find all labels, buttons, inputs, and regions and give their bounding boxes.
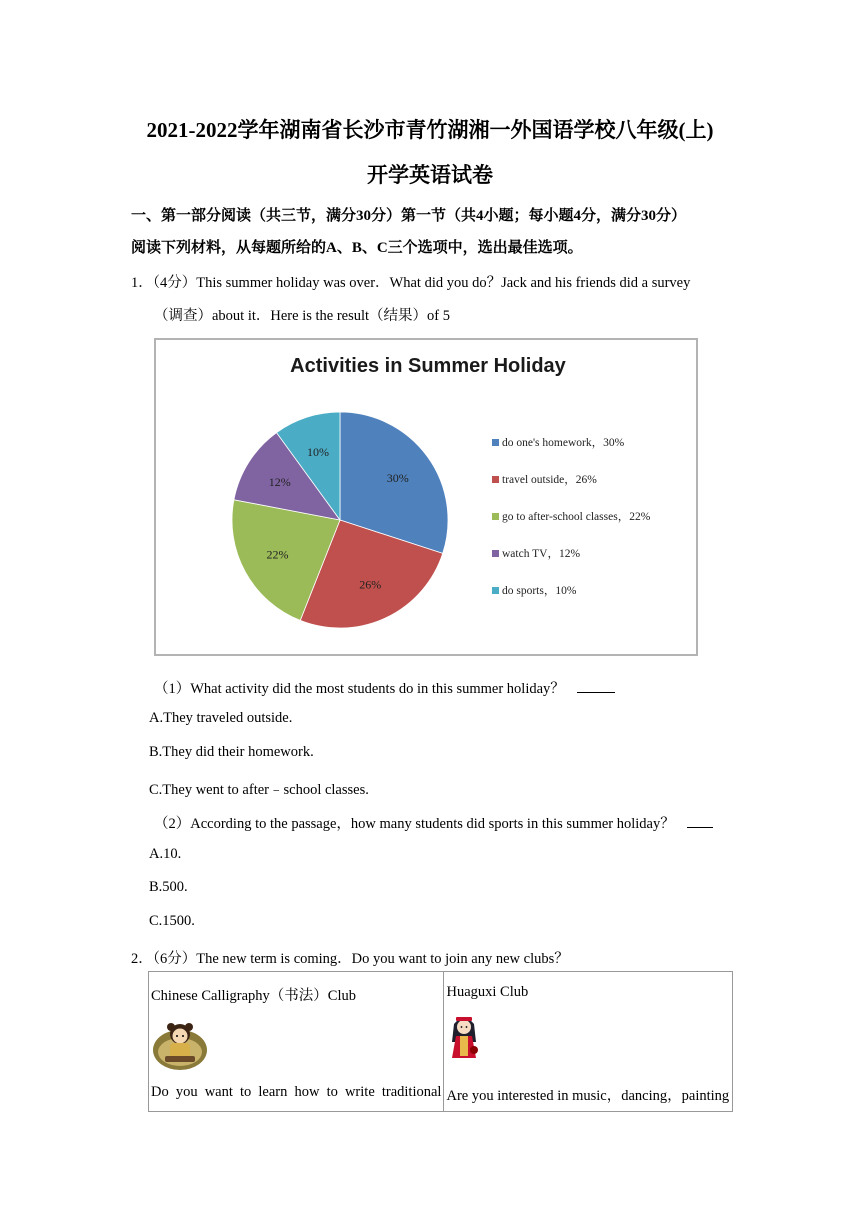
legend-swatch — [492, 476, 499, 483]
slice-label: 10% — [307, 445, 329, 460]
section-heading: 一、第一部分阅读（共三节，满分30分）第一节（共4小题；每小题4分，满分30分） — [131, 208, 687, 224]
sub-question-1 — [154, 677, 615, 698]
legend-entry: do sports，10% — [502, 585, 577, 597]
slice-label: 30% — [386, 471, 409, 486]
legend-swatch — [492, 513, 499, 520]
option-c: C.1500. — [149, 913, 195, 929]
option-b: B.They did their homework. — [149, 744, 314, 760]
slice-label: 26% — [359, 577, 382, 592]
sub-question-2-text: （2）According to the passage，how many students did sports in this summer holiday？ — [154, 816, 675, 832]
slice-label: 22% — [266, 547, 289, 562]
pie-chart-svg — [156, 340, 696, 654]
question-1-stem: 1．（4分）This summer holiday was over．What did you do？Jack and his friends did a survey — [131, 275, 691, 291]
clubs-table — [148, 971, 733, 1112]
question-1-stem-cont: （调查）about it．Here is the result（结果）of 5 — [154, 308, 450, 324]
club-description: Do you want to learn how to write traditional — [151, 1084, 442, 1100]
huaguxi-girl-image — [446, 1012, 482, 1062]
legend-entry: go to after-school classes，22% — [502, 511, 651, 523]
answer-blank — [577, 680, 615, 693]
option-a: A.10. — [149, 846, 182, 862]
club-description: Are you interested in music，dancing，painting — [446, 1088, 730, 1104]
option-b: B.500. — [149, 879, 188, 895]
legend-entry: watch TV，12% — [502, 548, 581, 560]
option-a: A.They traveled outside. — [149, 710, 293, 726]
club-cell-huaguxi — [444, 972, 733, 1112]
section-instruction: 阅读下列材料，从每题所给的A、B、C三个选项中，选出最佳选项。 — [131, 240, 583, 256]
question-2-stem: 2．（6分）The new term is coming．Do you want to join any new clubs？ — [131, 951, 569, 967]
answer-blank — [687, 815, 713, 828]
option-c: C.They went to after﹣school classes. — [149, 782, 369, 798]
table-row — [149, 972, 733, 1112]
club-name: Huaguxi Club — [446, 984, 529, 1000]
legend-swatch — [492, 587, 499, 594]
sub-question-2 — [154, 812, 713, 833]
legend-entry: travel outside，26% — [502, 474, 597, 486]
sub-question-1-text: （1）What activity did the most students do in this summer holiday？ — [154, 681, 565, 697]
legend-swatch — [492, 439, 499, 446]
chart-title: Activities in Summer Holiday — [290, 355, 566, 377]
club-cell-calligraphy — [149, 972, 444, 1112]
page-subtitle: 开学英语试卷 — [367, 163, 493, 187]
slice-label: 12% — [268, 474, 291, 489]
page-title: 2021-2022学年湖南省长沙市青竹湖湘一外国语学校八年级(上) — [146, 118, 714, 142]
calligraphy-girl-image — [151, 1014, 209, 1072]
legend-entry: do one's homework，30% — [502, 437, 625, 449]
pie-chart — [154, 338, 698, 656]
club-name: Chinese Calligraphy（书法）Club — [151, 988, 356, 1004]
legend-swatch — [492, 550, 499, 557]
